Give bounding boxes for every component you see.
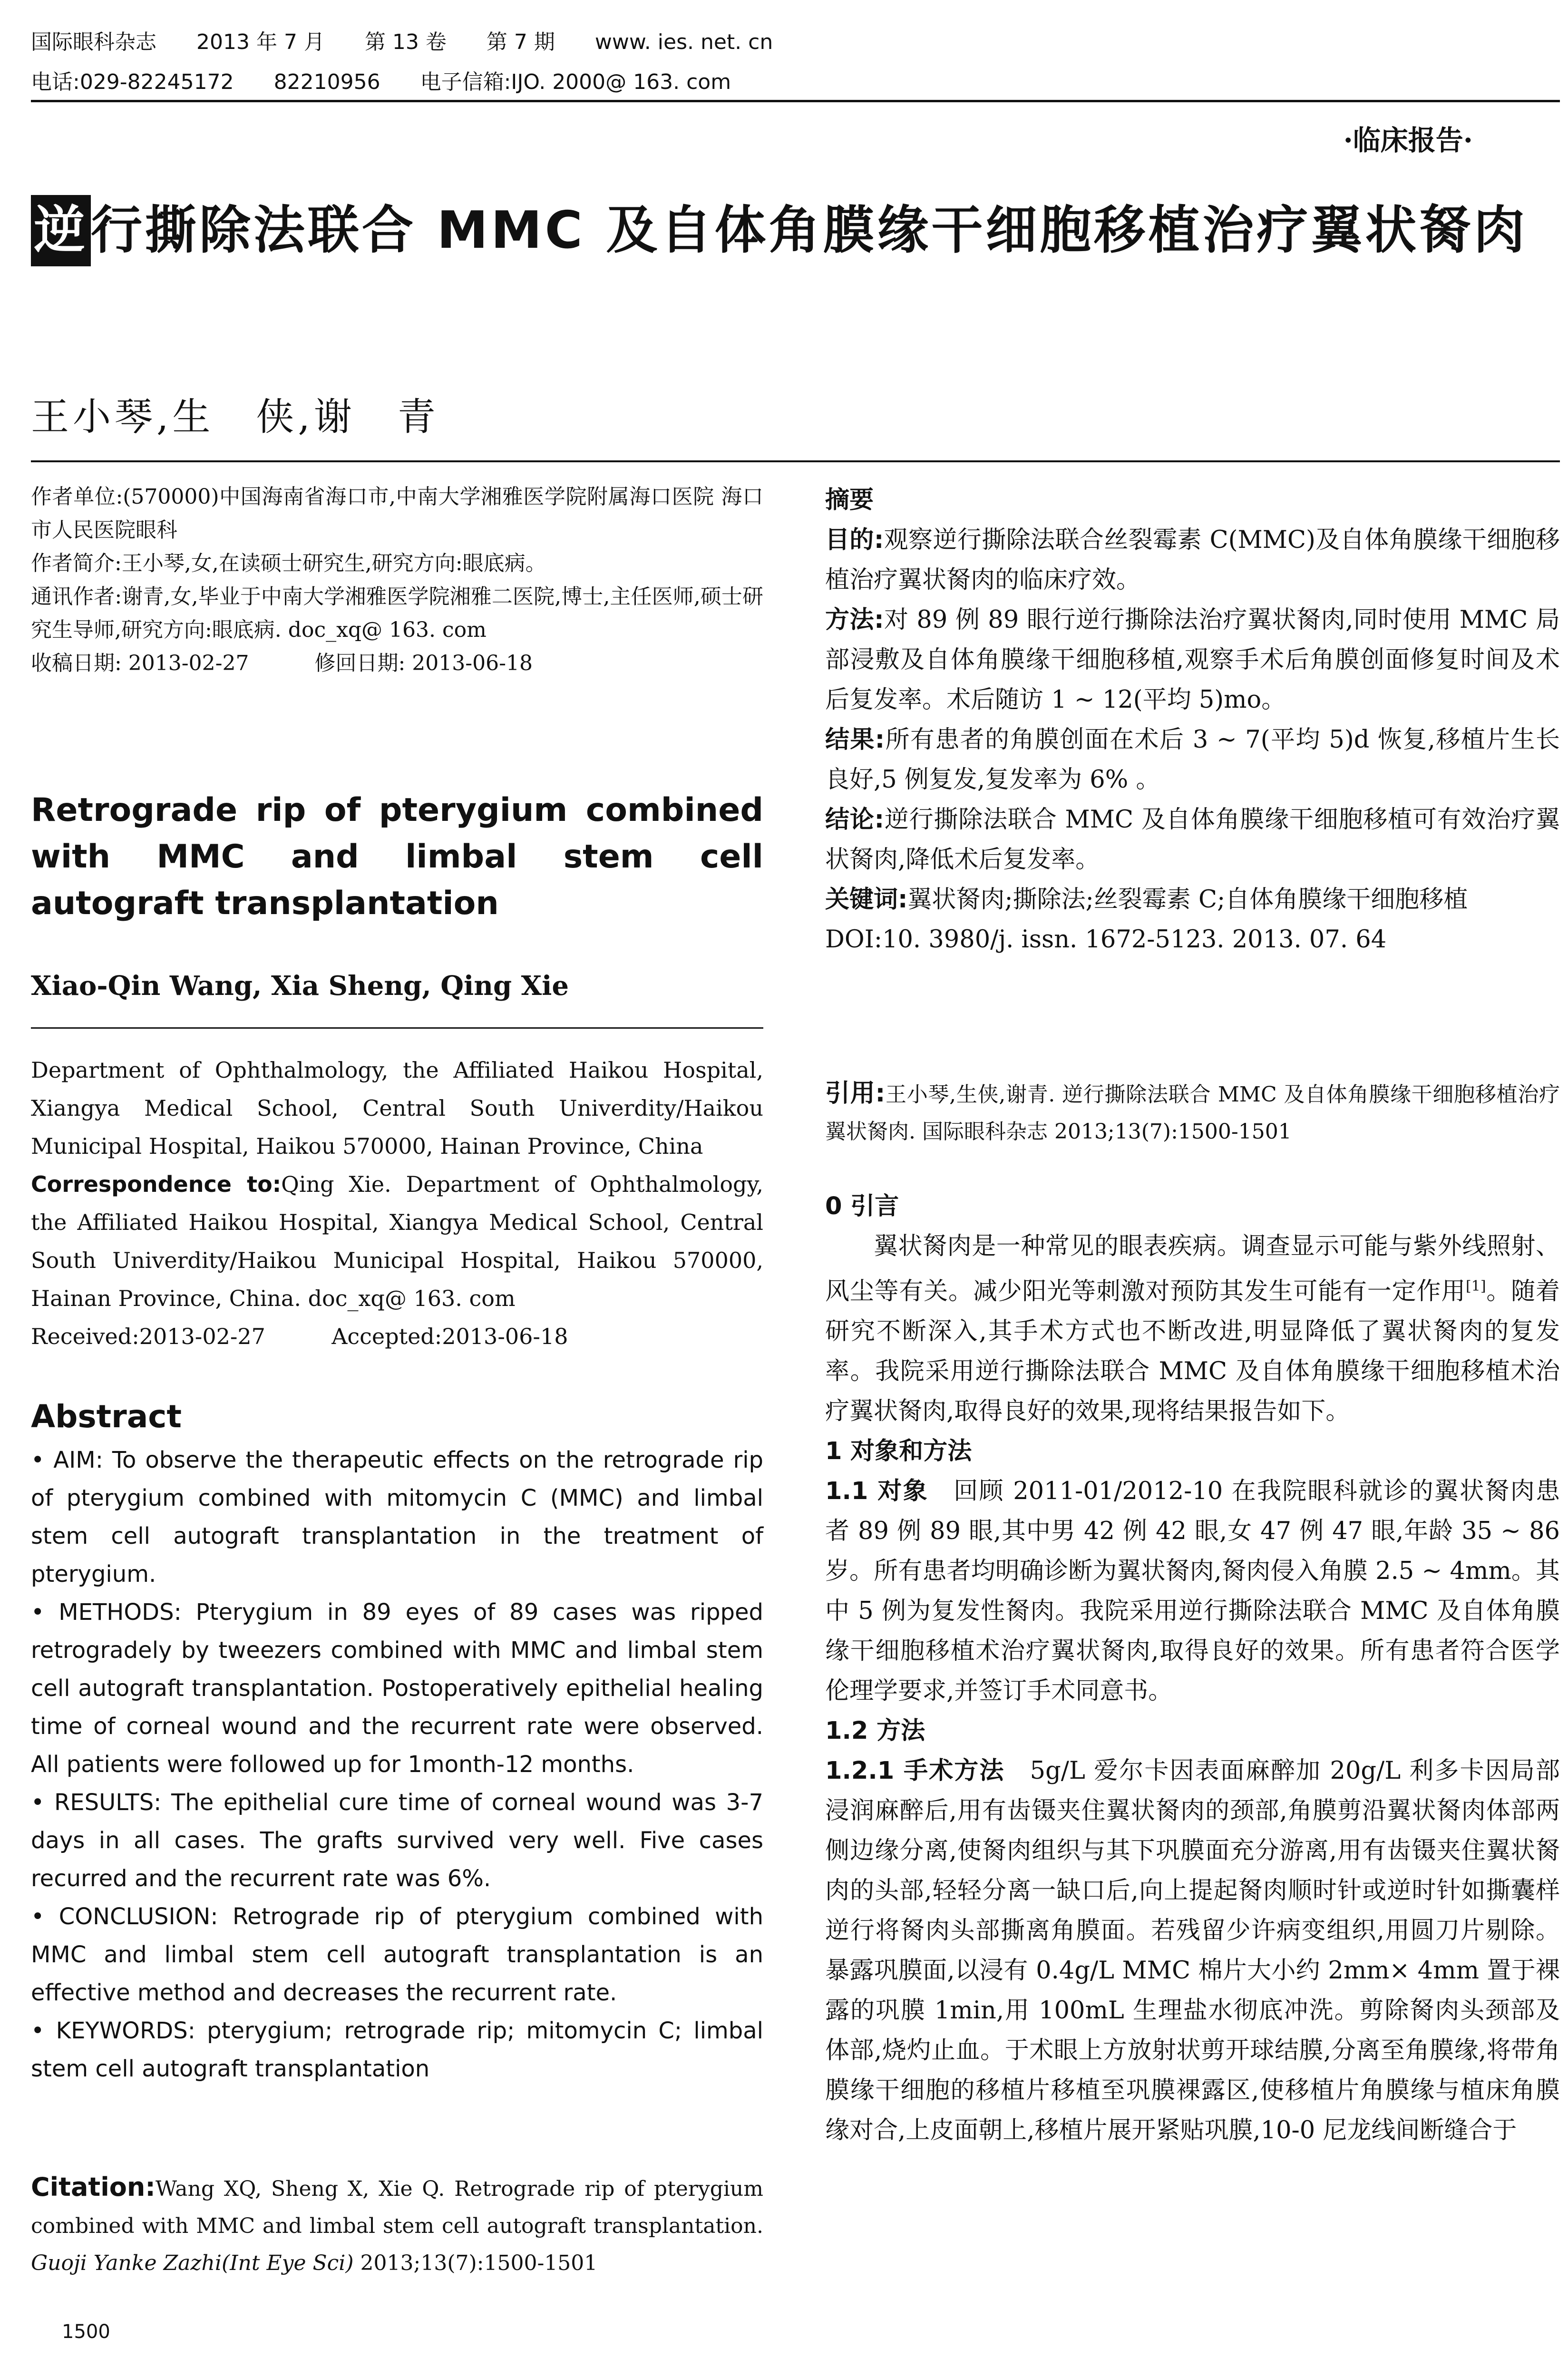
accepted-en: Accepted:2013-06-18 bbox=[331, 1324, 568, 1349]
section-tag: ·临床报告· bbox=[1343, 124, 1473, 156]
abstract-conclusion: • CONCLUSION: Retrograde rip of pterygium combined with MMC and limbal stem cell autograft transplantation is an effective method and decreases the recurrent rate. bbox=[31, 1903, 763, 2006]
abstract-methods: • METHODS: Pterygium in 89 eyes of 89 cases was ripped retrogradely by tweezers combined with MMC and limbal stem cell autograft transplantation. Postoperatively epithelial healing time of corneal wound and the recurrent rate were observed. All patients were followed up for 1month-12 months. bbox=[31, 1599, 763, 1778]
dates-en bbox=[31, 1317, 763, 1355]
authors-cn: 王小琴,生 侠,谢 青 bbox=[31, 395, 439, 439]
affiliation-text: Department of Ophthalmology, the Affiliated Haikou Hospital, Xiangya Medical School, Central South Univerdity/Haikou Municipal Hospital, Haikou 570000, Hainan Province, China bbox=[31, 1057, 763, 1159]
front-matter-cn bbox=[31, 480, 763, 680]
section-0-text: 翼状胬肉是一种常见的眼表疾病。调查显示可能与紫外线照射、风尘等有关。减少阳光等刺激对预防其发生可能有一定作用[1]。随着研究不断深入,其手术方式也不断改进,明显降低了翼状胬肉的复发率。我院采用逆行撕除法联合 MMC 及自体角膜缘干细胞移植术治疗翼状胬肉,取得良好的效果,现将结果报告如下。 bbox=[825, 1232, 1560, 1425]
abstract-cn-keywords: 关键词:翼状胬肉;撕除法;丝裂霉素 C;自体角膜缘干细胞移植 bbox=[825, 886, 1468, 914]
citation-cn-label: 引用: bbox=[825, 1079, 886, 1108]
abstract-cn-heading: 摘要 bbox=[825, 486, 874, 514]
abstract-aim: • AIM: To observe the therapeutic effects on the retrograde rip of pterygium combined with mitomycin C (MMC) and limbal stem cell autograft transplantation in the treatment of pterygium. bbox=[31, 1447, 763, 1588]
article-title bbox=[31, 195, 1562, 266]
author-unit: 作者单位:(570000)中国海南省海口市,中南大学湘雅医学院附属海口医院 海口市人民医院眼科 bbox=[31, 485, 763, 542]
title-rest: 行撕除法联合 MMC 及自体角膜缘干细胞移植治疗翼状胬肉 bbox=[91, 201, 1528, 260]
title-initial: 逆 bbox=[31, 195, 91, 266]
abstract-cn-methods: 方法:对 89 例 89 眼行逆行撕除法治疗翼状胬肉,同时使用 MMC 局部浸敷及自体角膜缘干细胞移植,观察手术后角膜创面修复时间及术后复发率。术后随访 1 ~ 12(平均 5)mo。 bbox=[825, 606, 1560, 714]
section-1-title: 1 对象和方法 bbox=[825, 1437, 972, 1465]
abstract-cn-conclusion: 结论:逆行撕除法联合 MMC 及自体角膜缘干细胞移植可有效治疗翼状胬肉,降低术后复发率。 bbox=[825, 806, 1560, 874]
citation-cn-text: 王小琴,生侠,谢青. 逆行撕除法联合 MMC 及自体角膜缘干细胞移植治疗翼状胬肉. 国际眼科杂志 2013;13(7):1500-1501 bbox=[825, 1082, 1560, 1144]
website[interactable]: www. ies. net. cn bbox=[594, 30, 773, 54]
received-cn: 收稿日期: 2013-02-27 bbox=[31, 651, 249, 675]
citation-journal: Guoji Yanke Zazhi(Int Eye Sci) bbox=[31, 2251, 354, 2275]
journal-header-line2 bbox=[31, 65, 764, 95]
abstract-cn-results: 结果:所有患者的角膜创面在术后 3 ~ 7(平均 5)d 恢复,移植片生长良好,5 例复发,复发率为 6% 。 bbox=[825, 726, 1560, 794]
corresponding-author: 通讯作者:谢青,女,毕业于中南大学湘雅医学院湘雅二医院,博士,主任医师,硕士研究生导师,研究方向:眼底病. doc_xq@ 163. com bbox=[31, 585, 763, 642]
revised-cn: 修回日期: 2013-06-18 bbox=[314, 651, 533, 675]
header-rule bbox=[31, 100, 1560, 102]
english-title: Retrograde rip of pterygium combined with MMC and limbal stem cell autograft transplantation bbox=[31, 791, 763, 922]
reference-1[interactable]: [1] bbox=[1466, 1278, 1486, 1295]
author-intro: 作者简介:王小琴,女,在读硕士研究生,研究方向:眼底病。 bbox=[31, 551, 546, 575]
correspondence-text: Qing Xie. Department of Ophthalmology, the Affiliated Haikou Hospital, Xiangya Medical School, Central South Univerdity/Haikou Municipal Hospital, Haikou 570000, Hainan Province, China. doc_xq@ 163. com bbox=[31, 1171, 763, 1311]
issue-date: 2013 年 7 月 bbox=[196, 30, 325, 54]
email[interactable]: 电子信箱:IJO. 2000@ 163. com bbox=[420, 70, 731, 94]
section-1-2-title: 1.2 方法 bbox=[825, 1717, 925, 1745]
phone: 电话:029-82245172 bbox=[31, 70, 234, 94]
volume: 第 13 卷 bbox=[364, 30, 447, 54]
abstract-results: • RESULTS: The epithelial cure time of corneal wound was 3-7 days in all cases. The grafts survived very well. Five cases recurred and the recurrent rate was 6%. bbox=[31, 1789, 763, 1892]
phone2: 82210956 bbox=[273, 70, 380, 94]
body-text bbox=[825, 1187, 1560, 2151]
abstract-en bbox=[31, 1441, 763, 2088]
citation-text: Wang XQ, Sheng X, Xie Q. Retrograde rip of pterygium combined with MMC and limbal stem cell autograft transplantation. bbox=[31, 2177, 763, 2238]
issue-number: 第 7 期 bbox=[486, 30, 555, 54]
title-rule bbox=[31, 460, 1560, 462]
english-authors: Xiao-Qin Wang, Xia Sheng, Qing Xie bbox=[31, 970, 569, 1002]
correspondence bbox=[31, 1165, 763, 1317]
doi[interactable]: DOI:10. 3980/j. issn. 1672-5123. 2013. 07. 64 bbox=[825, 925, 1387, 954]
correspondence-label: Correspondence to: bbox=[31, 1171, 282, 1197]
abstract-heading: Abstract bbox=[31, 1398, 182, 1435]
citation-en bbox=[31, 2169, 763, 2282]
abstract-cn-aim: 目的:观察逆行撕除法联合丝裂霉素 C(MMC)及自体角膜缘干细胞移植治疗翼状胬肉的临床疗效。 bbox=[825, 526, 1560, 594]
dates-cn bbox=[31, 647, 763, 680]
section-1-2-1: 1.2.1 手术方法 5g/L 爱尔卡因表面麻醉加 20g/L 利多卡因局部浸润麻醉后,用有齿镊夹住翼状胬肉的颈部,角膜剪沿翼状胬肉体部两侧边缘分离,使胬肉组织与其下巩膜面充分游离,用有齿镊夹住翼状胬肉的头部,轻轻分离一缺口后,向上提起胬肉顺时针或逆时针如撕囊样逆行将胬肉头部撕离角膜面。若残留少许病变组织,用圆刀片剔除。暴露巩膜面,以浸有 0.4g/L MMC 棉片大小约 2mm× 4mm 置于裸露的巩膜 1min,用 100mL 生理盐水彻底冲洗。剪除胬肉头颈部及体部,烧灼止血。于术眼上方放射状剪开球结膜,分离至角膜缘,将带角膜缘干细胞的移植片移植至巩膜裸露区,使移植片角膜缘与植床角膜缘对合,上皮面朝上,移植片展开紧贴巩膜,10-0 尼龙线间断缝合于 bbox=[825, 1757, 1560, 2144]
section-1-1: 1.1 对象 回顾 2011-01/2012-10 在我院眼科就诊的翼状胬肉患者 89 例 89 眼,其中男 42 例 42 眼,女 47 例 47 眼,年龄 35 ~ 86 岁。所有患者均明确诊断为翼状胬肉,胬肉侵入角膜 2.5 ~ 4mm。其中 5 例为复发性胬肉。我院采用逆行撕除法联合 MMC 及自体角膜缘干细胞移植术治疗翼状胬肉,取得良好的效果。所有患者符合医学伦理学要求,并签订手术同意书。 bbox=[825, 1477, 1560, 1705]
journal-header-line1 bbox=[31, 25, 806, 55]
page-number: 1500 bbox=[62, 2321, 110, 2343]
section-0-title: 0 引言 bbox=[825, 1192, 899, 1220]
abstract-keywords: • KEYWORDS: pterygium; retrograde rip; mitomycin C; limbal stem cell autograft transplantation bbox=[31, 2017, 763, 2082]
citation-cn bbox=[825, 1075, 1560, 1150]
affiliation-en bbox=[31, 1051, 763, 1355]
received-en: Received:2013-02-27 bbox=[31, 1324, 265, 1349]
journal-name: 国际眼科杂志 bbox=[31, 30, 156, 54]
citation-tail: 2013;13(7):1500-1501 bbox=[353, 2251, 598, 2275]
abstract-cn bbox=[825, 480, 1560, 960]
author-rule bbox=[31, 1027, 763, 1029]
citation-label: Citation: bbox=[31, 2172, 156, 2202]
